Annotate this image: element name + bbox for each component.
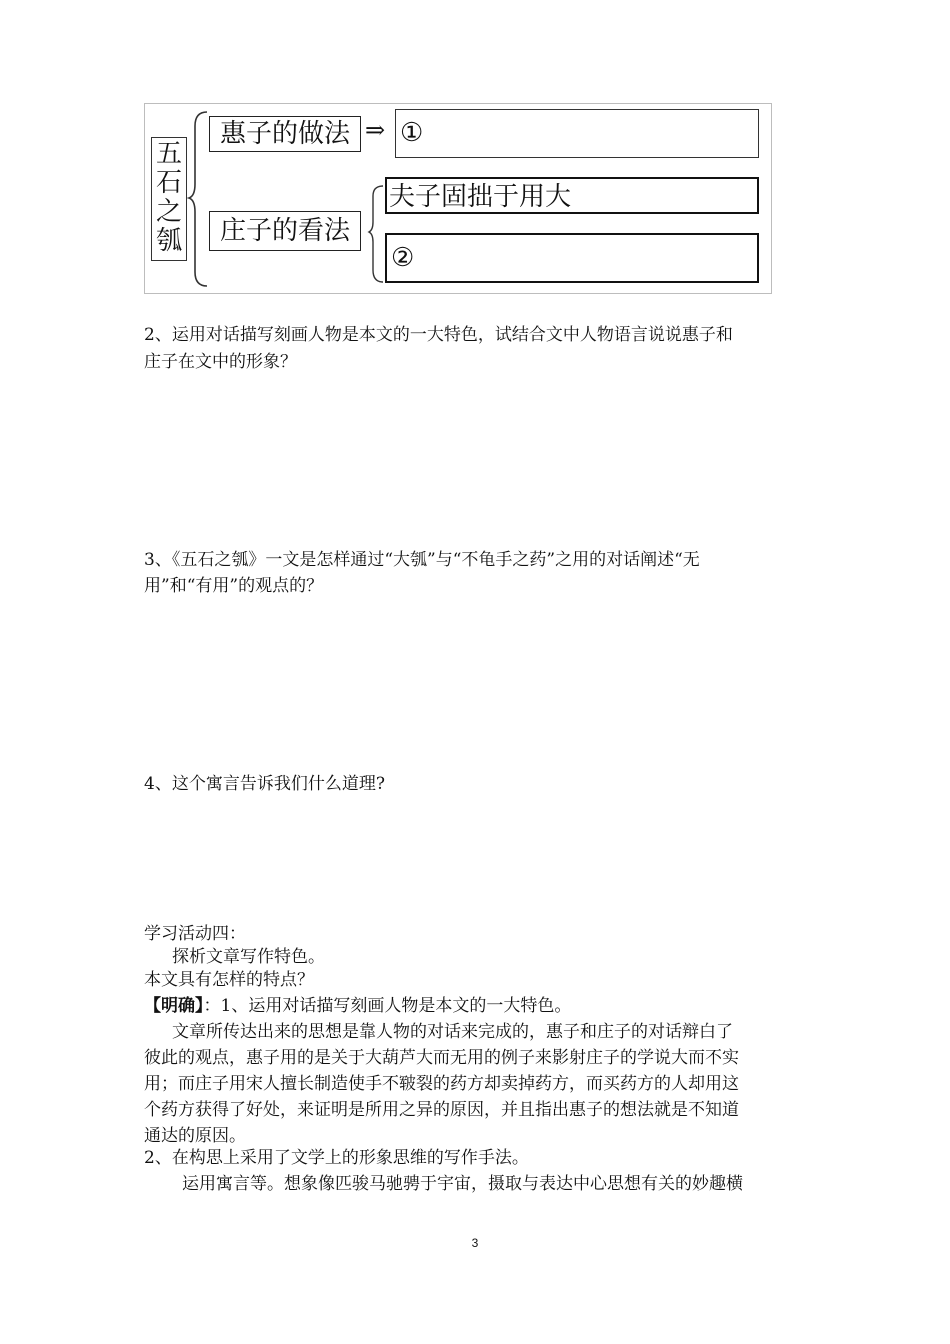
zhuangzi-view-box [209,211,361,251]
question-4: 4、这个寓言告诉我们什么道理? [144,774,385,794]
title-char: 之 [155,197,182,227]
sub-brace [369,186,383,282]
question-3-line-1: 3、《五石之瓠》一文是怎样通过“大瓠”与“不龟手之药”之用的对话阐述“无 [144,550,700,570]
answer-box-2-text: 夫子固拙于用大 [389,182,572,212]
zhuangzi-view-label: 庄子的看法 [220,216,351,246]
arrow-icon: ⇒ [365,116,386,144]
title-char: 瓠 [155,226,182,256]
para-1-line-5: 通达的原因。 [144,1126,246,1146]
page-number: 3 [471,1236,479,1250]
question-2-line-1: 2、运用对话描写刻画人物是本文的一大特色，试结合文中人物语言说说惠子和 [144,325,733,345]
title-box [151,137,187,261]
para-1-line-4: 个药方获得了好处，来证明是所用之异的原因，并且指出惠子的想法就是不知道 [144,1100,739,1120]
activity-heading: 学习活动四： [144,924,246,944]
huizi-method-label: 惠子的做法 [220,119,351,149]
main-brace [189,112,207,286]
answer-blank-1 [395,109,759,158]
answer-blank-1-marker: ① [400,118,424,148]
title-char: 石 [155,168,182,198]
para-1-line-1: 文章所传达出来的思想是靠人物的对话来完成的，惠子和庄子的对话辩白了 [172,1022,733,1042]
answer-box-2 [385,177,759,214]
answer-blank-3-marker: ② [391,243,415,273]
question-3-line-2: 用”和“有用”的观点的？ [144,576,324,596]
point-2: 2、在构思上采用了文学上的形象思维的写作手法。 [144,1148,529,1168]
activity-question: 本文具有怎样的特点？ [144,970,314,990]
para-2-line-1: 运用寓言等。想象像匹骏马驰骋于宇宙，摄取与表达中心思想有关的妙趣横 [182,1174,743,1194]
activity-task: 探析文章写作特色。 [172,947,325,967]
para-1-line-3: 用；而庄子用宋人擅长制造使手不皲裂的药方却卖掉药方，而买药方的人却用这 [144,1074,739,1094]
clear-point-1 [144,994,824,1018]
answer-blank-3 [385,233,759,283]
huizi-method-box [209,116,361,152]
point-1-text: ：1、运用对话描写刻画人物是本文的一大特色。 [203,996,572,1016]
mind-map-diagram [144,103,772,294]
para-1-line-2: 彼此的观点，惠子用的是关于大葫芦大而无用的例子来影射庄子的学说大而不实 [144,1048,739,1068]
title-char: 五 [155,139,182,169]
question-2-line-2: 庄子在文中的形象？ [144,352,297,372]
clear-label: 【明确】 [144,996,204,1016]
